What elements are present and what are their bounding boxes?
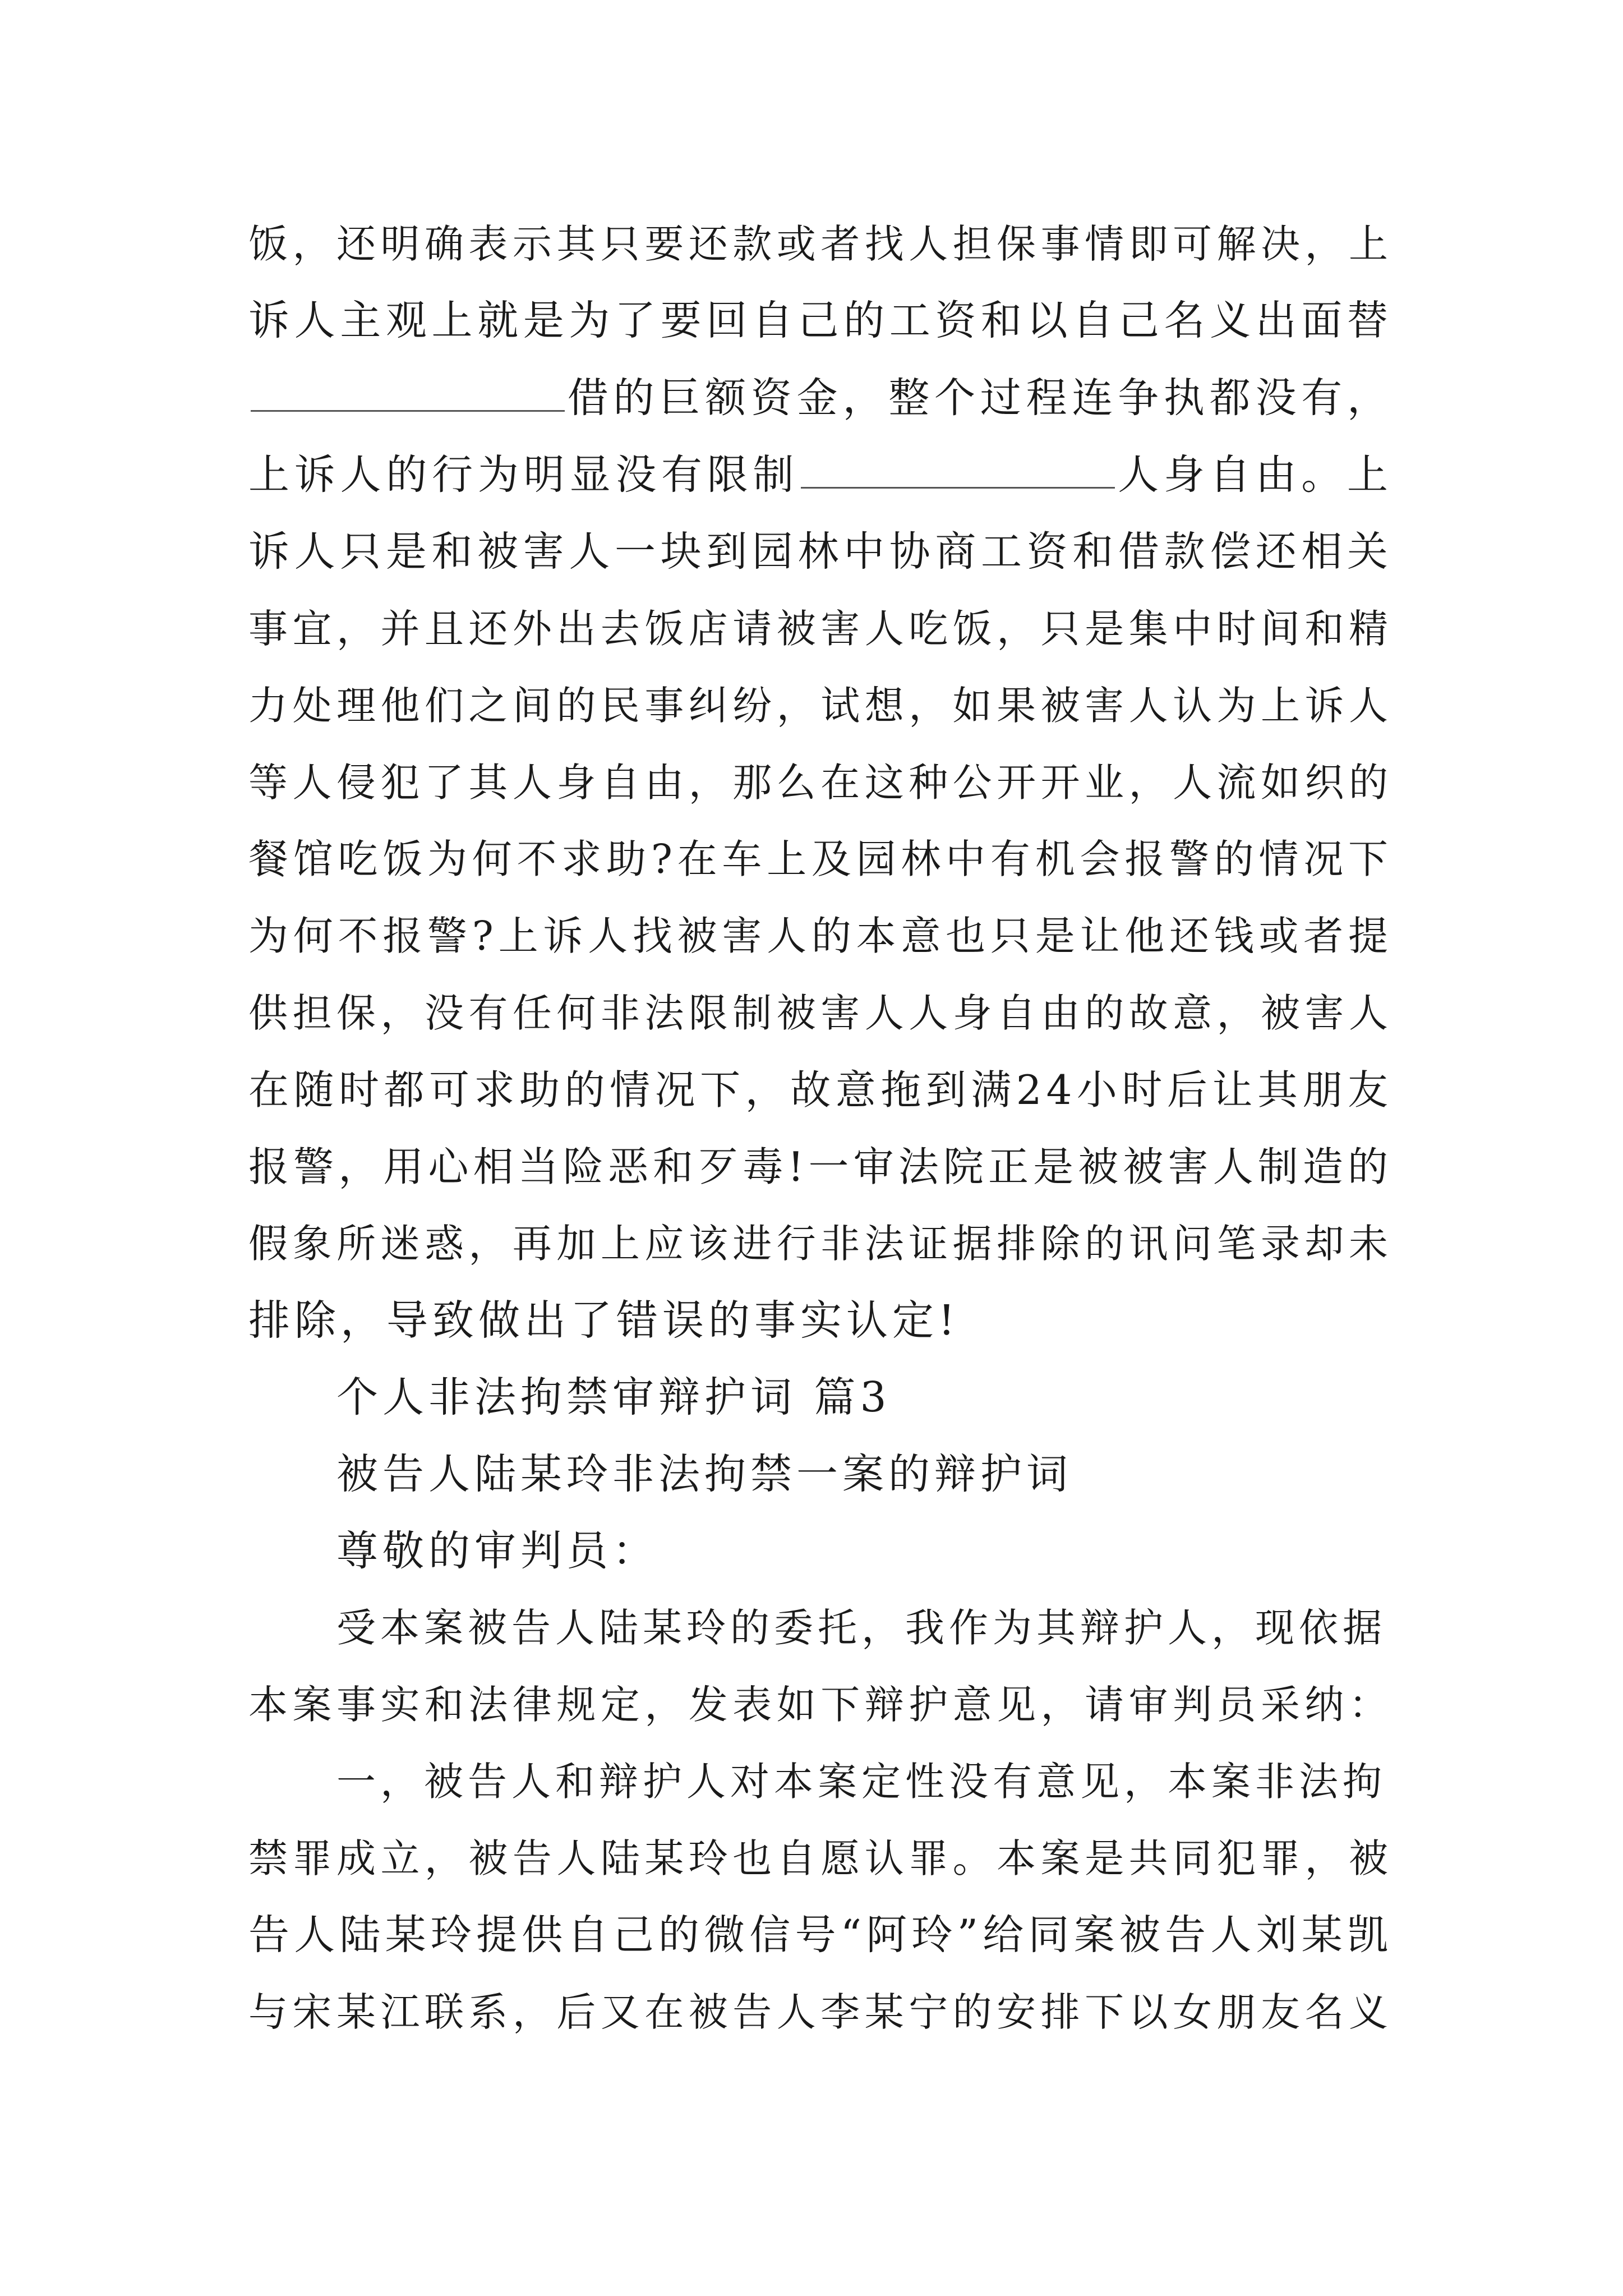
text-line: 排除，导致做出了错误的事实认定! <box>248 1296 960 1345</box>
document-title: 被告人陆某玲非法拘禁一案的辩护词 <box>336 1450 1072 1498</box>
text-line: 假象所迷惑，再加上应该进行非法证据排除的讯问笔录却未 <box>248 1221 1393 1267</box>
text-line: 饭，还明确表示其只要还款或者找人担保事情即可解决，上 <box>248 221 1393 267</box>
fill-in-blank <box>251 365 565 412</box>
text-line: 餐馆吃饭为何不求助?在车上及园林中有机会报警的情况下 <box>248 836 1393 882</box>
text-segment: 上诉人的行为明显没有限制 <box>248 451 799 499</box>
text-line: 事宜，并且还外出去饭店请被害人吃饭，只是集中时间和精 <box>248 606 1393 652</box>
text-line-with-blank <box>248 436 1393 514</box>
text-line: 在随时都可求助的情况下，故意拖到满24小时后让其朋友 <box>248 1066 1393 1114</box>
text-line: 供担保，没有任何非法限制被害人人身自由的故意，被害人 <box>248 990 1393 1036</box>
text-line: 告人陆某玲提供自己的微信号“阿玲”给同案被告人刘某凯 <box>248 1911 1393 1959</box>
text-line: 禁罪成立，被告人陆某玲也自愿认罪。本案是共同犯罪，被 <box>248 1835 1393 1881</box>
text-line: 诉人只是和被害人一块到园林中协商工资和借款偿还相关 <box>248 528 1393 576</box>
text-line: 诉人主观上就是为了要回自己的工资和以自己名义出面替 <box>248 297 1393 344</box>
text-line: 与宋某江联系，后又在被告人李某宁的安排下以女朋友名义 <box>248 1989 1393 2035</box>
paragraph-start: 一，被告人和辩护人对本案定性没有意见，本案非法拘 <box>336 1759 1386 1805</box>
text-line: 等人侵犯了其人身自由，那么在这种公开开业，人流如织的 <box>248 760 1393 806</box>
text-line: 报警，用心相当险恶和歹毒!一审法院正是被被害人制造的 <box>248 1143 1393 1190</box>
text-segment: 人身自由。上 <box>1117 451 1393 499</box>
text-line: 力处理他们之间的民事纠纷，试想，如果被害人认为上诉人 <box>248 683 1393 729</box>
text-line: 本案事实和法律规定，发表如下辩护意见，请审判员采纳： <box>248 1682 1393 1728</box>
text-line: 为何不报警?上诉人找被害人的本意也只是让他还钱或者提 <box>248 913 1393 959</box>
text-segment: 借的巨额资金，整个过程连争执都没有， <box>567 374 1393 422</box>
paragraph-start: 受本案被告人陆某玲的委托，我作为其辩护人，现依据 <box>336 1605 1386 1651</box>
fill-in-blank <box>801 442 1115 489</box>
salutation: 尊敬的审判员： <box>336 1527 658 1575</box>
text-line-with-blank <box>248 359 1393 438</box>
section-heading: 个人非法拘禁审辩护词 篇3 <box>336 1373 891 1421</box>
